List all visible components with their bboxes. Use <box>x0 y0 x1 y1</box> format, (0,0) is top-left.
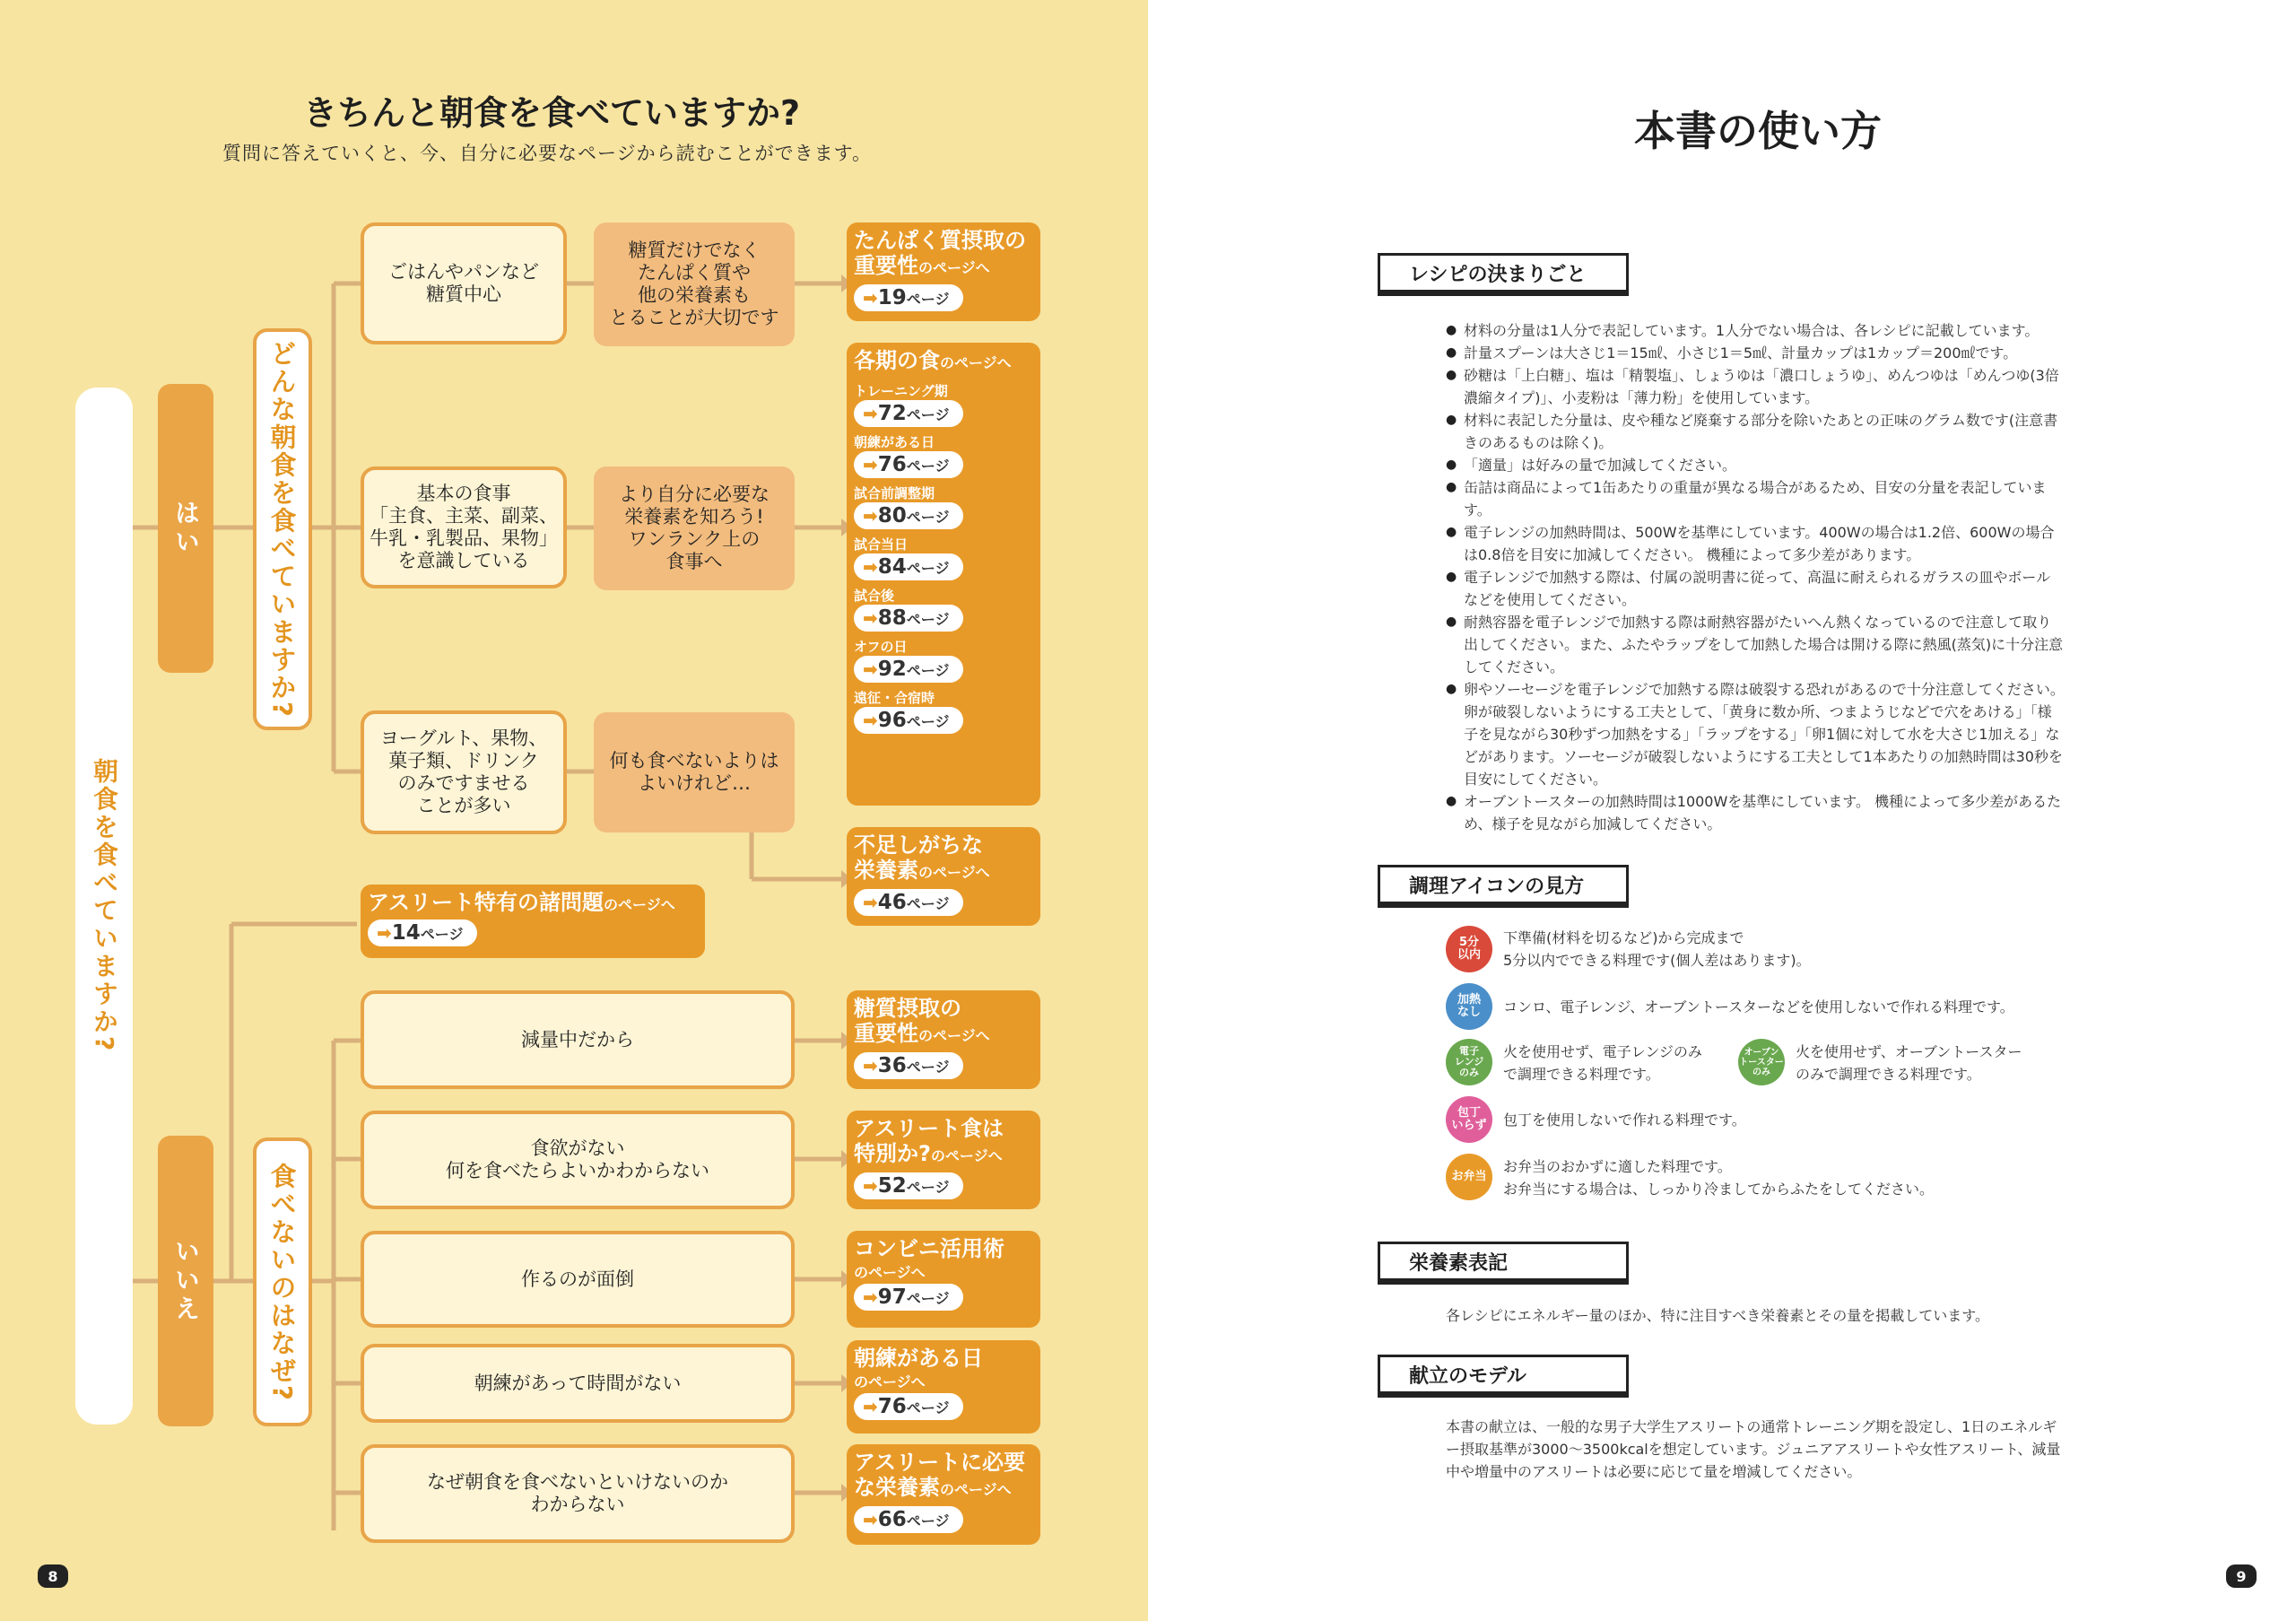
ref-title: コンビニ活用術 <box>854 1236 1004 1261</box>
arrow-right-icon: ➡ <box>863 1396 878 1417</box>
page-number-link: 66 <box>877 1508 907 1531</box>
ref-athlete-meal-special[interactable] <box>847 1111 1040 1209</box>
condition-carb-centered: ごはんやパンなど 糖質中心 <box>361 222 567 344</box>
ref-title: 各期の食 <box>854 348 940 373</box>
no-knife-icon: 包丁 いらず <box>1446 1096 1492 1143</box>
page-number-link: 80 <box>877 504 907 527</box>
page-link[interactable] <box>854 451 963 478</box>
reason-dieting: 減量中だから <box>361 990 795 1089</box>
arrow-right-icon: ➡ <box>863 1509 878 1530</box>
yes-question-label: どんな朝食を食べていますか? <box>266 340 298 719</box>
page-link[interactable] <box>854 1052 963 1079</box>
ref-suffix: のページへ <box>918 259 990 276</box>
page-number: 8 <box>38 1564 68 1588</box>
arrow-right-icon: ➡ <box>863 1286 878 1308</box>
ref-convenience-store[interactable] <box>847 1231 1040 1328</box>
page-suffix: ページ <box>906 560 950 577</box>
stage-label: オフの日 <box>854 639 908 655</box>
page-link[interactable] <box>854 1393 963 1420</box>
stage-label: 遠征・合宿時 <box>854 690 935 706</box>
list-item: ● 缶詰は商品によって1缶あたりの重量が異なる場合があるため、目安の分量を表記しています。 <box>1446 476 2065 521</box>
page-number-link: 92 <box>877 658 907 681</box>
ref-title: 不足しがちな 栄養素 <box>854 832 983 883</box>
arrow-right-icon: ➡ <box>863 710 878 731</box>
icon-description: 火を使用せず、電子レンジのみ で調理できる料理です。 <box>1503 1043 1702 1083</box>
page-link[interactable] <box>854 1172 963 1199</box>
stage-list <box>854 381 1033 734</box>
page-suffix: ページ <box>906 611 950 628</box>
ref-title: アスリート食は 特別か? <box>854 1116 1004 1166</box>
ref-suffix: のページへ <box>604 896 675 913</box>
page-suffix: ページ <box>906 458 950 475</box>
list-item: ● オーブントースターの加熱時間は1000Wを基準にしています。 機種によって多少差があるため、様子を見ながら加減してください。 <box>1446 790 2065 835</box>
page-suffix: ページ <box>906 713 950 730</box>
page-suffix: ページ <box>906 1059 950 1076</box>
page-link[interactable] <box>854 502 963 529</box>
stage-label: 試合前調整期 <box>854 485 935 501</box>
page-number-link: 52 <box>877 1174 907 1198</box>
stage-label: 試合後 <box>854 588 895 604</box>
page-number-link: 14 <box>391 921 421 945</box>
advice-protein: 糖質だけでなく たんぱく質や 他の栄養素も とることが大切です <box>594 222 795 346</box>
arrow-right-icon: ➡ <box>863 556 878 578</box>
arrow-right-icon: ➡ <box>863 1175 878 1197</box>
yes-label: はい <box>171 500 201 557</box>
advice-better-than-nothing: 何も食べないよりは よいけれど… <box>594 712 795 832</box>
ref-suffix: のページへ <box>854 1264 926 1281</box>
no-branch <box>158 1136 213 1426</box>
advice-next-level: より自分に必要な 栄養素を知ろう! ワンランク上の 食事へ <box>594 466 795 590</box>
page-suffix: ページ <box>906 1512 950 1529</box>
ref-suffix: のページへ <box>918 1027 990 1044</box>
five-minutes-icon: 5分 以内 <box>1446 926 1492 972</box>
reason-why-breakfast: なぜ朝食を食べないといけないのか わからない <box>361 1444 795 1543</box>
root-question <box>75 388 133 1425</box>
page-suffix: ページ <box>906 291 950 308</box>
page-number-link: 36 <box>877 1054 907 1077</box>
reason-no-appetite: 食欲がない 何を食べたらよいかわからない <box>361 1111 795 1209</box>
page-suffix: ページ <box>906 509 950 526</box>
ref-title: 朝練がある日 <box>854 1346 983 1371</box>
reason-morning-practice: 朝練があって時間がない <box>361 1344 795 1423</box>
page-link[interactable] <box>854 1284 963 1311</box>
page-number-link: 72 <box>877 402 907 425</box>
page-suffix: ページ <box>906 662 950 679</box>
icon-description: 下準備(材料を切るなど)から完成まで 5分以内でできる料理です(個人差はあります)。 <box>1503 929 1811 969</box>
page-number: 9 <box>2226 1564 2257 1588</box>
arrow-right-icon: ➡ <box>863 505 878 527</box>
arrow-right-icon: ➡ <box>863 403 878 424</box>
page-link[interactable] <box>854 553 963 580</box>
page-suffix: ページ <box>906 1179 950 1196</box>
no-question <box>253 1137 312 1426</box>
page-link[interactable] <box>854 1506 963 1533</box>
page-suffix: ページ <box>906 1399 950 1416</box>
page-number-link: 46 <box>877 891 907 914</box>
page-link[interactable] <box>854 889 963 916</box>
arrow-right-icon: ➡ <box>863 287 878 309</box>
page-number-link: 97 <box>877 1285 907 1309</box>
page-link[interactable] <box>854 284 963 311</box>
section-heading-icons: 調理アイコンの見方 <box>1378 865 1629 904</box>
page-number-link: 96 <box>877 709 907 732</box>
no-label: いいえ <box>171 1238 201 1324</box>
icon-description: 火を使用せず、オーブントースター のみで調理できる料理です。 <box>1796 1043 2022 1083</box>
stage-label: トレーニング期 <box>854 383 948 399</box>
toaster-only-icon: オーブン トースター のみ <box>1738 1039 1785 1085</box>
section-heading-menu-model: 献立のモデル <box>1378 1355 1629 1394</box>
page-suffix: ページ <box>906 895 950 912</box>
section-heading-rules: レシピの決まりごと <box>1378 253 1629 292</box>
bento-icon: お弁当 <box>1446 1154 1492 1200</box>
reason-too-troublesome: 作るのが面倒 <box>361 1231 795 1328</box>
page-title: きちんと朝食を食べていますか? <box>302 93 801 133</box>
ref-morning-practice-day[interactable] <box>847 1340 1040 1434</box>
page-number-link: 76 <box>877 1395 907 1418</box>
ref-athlete-issues[interactable] <box>361 885 705 958</box>
root-question-label: 朝食を食べていますか? <box>90 758 119 1054</box>
ref-suffix: のページへ <box>940 354 1012 371</box>
ref-title: 糖質摂取の 重要性 <box>854 996 961 1046</box>
condition-balanced-meal: 基本の食事 「主食、主菜、副菜、 牛乳・乳製品、果物」 を意識している <box>361 466 567 588</box>
page-link[interactable] <box>854 605 963 632</box>
yes-branch <box>158 384 213 673</box>
list-item: ● 材料に表記した分量は、皮や種など廃棄する部分を除いたあとの正味のグラム数です(注意書きのあるものは除く)。 <box>1446 409 2065 454</box>
page-number-link: 19 <box>877 286 907 309</box>
ref-athlete-nutrients[interactable] <box>847 1444 1040 1545</box>
icon-description: 包丁を使用しないで作れる料理です。 <box>1503 1111 1746 1129</box>
list-item: ● 耐熱容器を電子レンジで加熱する際は耐熱容器がたいへん熱くなっているので注意して取り出してください。また、ふたやラップをして加熱した場合は開ける際に熱風(蒸気)に十分注意してください。 <box>1446 611 2065 678</box>
icon-description: お弁当のおかずに適した料理です。 お弁当にする場合は、しっかり冷ましてからふたをしてください。 <box>1503 1158 1935 1198</box>
menu-model-description: 本書の献立は、一般的な男子大学生アスリートの通常トレーニング期を設定し、1日のエネルギー摂取基準が3000〜3500kcalを想定しています。ジュニアアスリートや女性アスリート、減量中や増量中のアスリートは必要に応じて量を増減してください。 <box>1446 1418 2061 1480</box>
right-page-title: 本書の使い方 <box>1634 107 1882 155</box>
list-item: ● 卵やソーセージを電子レンジで加熱する際は破裂する恐れがあるので十分注意してください。 卵が破裂しないようにする工夫として、「黄身に数か所、つまようじなどで穴をあける」「様子を見ながら30秒ずつ加熱をする」「ラップをする」「卵1個に対して水を大さじ1加える」などがあります。ソーセージが破裂しないようにする工夫として1本あたりの加熱時間は30秒を目安にしてください。 <box>1446 678 2065 790</box>
icon-description: コンロ、電子レンジ、オーブントースターなどを使用しないで作れる料理です。 <box>1503 998 2014 1015</box>
section-heading-nutrition: 栄養素表記 <box>1378 1242 1629 1281</box>
recipe-rules-list <box>1446 319 2065 835</box>
ref-title: たんぱく質摂取の 重要性 <box>854 228 1026 278</box>
list-item: ● 材料の分量は1人分で表記しています。1人分でない場合は、各レシピに記載しています。 <box>1446 319 2065 342</box>
list-item: ● 計量スプーンは大さじ1＝15㎖、小さじ1＝5㎖、計量カップは1カップ＝200㎖です。 <box>1446 342 2065 364</box>
list-item: ● 電子レンジで加熱する際は、付属の説明書に従って、高温に耐えられるガラスの皿やボールなどを使用してください。 <box>1446 566 2065 611</box>
ref-title: アスリート特有の諸問題 <box>368 890 604 915</box>
arrow-right-icon: ➡ <box>863 892 878 913</box>
ref-suffix: のページへ <box>918 864 990 881</box>
page-link[interactable] <box>854 400 963 427</box>
page-number-link: 84 <box>877 555 907 579</box>
no-heat-icon: 加熱 なし <box>1446 983 1492 1030</box>
ref-period-meals <box>847 343 1040 806</box>
list-item: ● 砂糖は「上白糖」、塩は「精製塩」、しょうゆは「濃口しょうゆ」、めんつゆは「めんつゆ(3倍濃縮タイプ)」、小麦粉は「薄力粉」を使用しています。 <box>1446 364 2065 409</box>
page-number-link: 76 <box>877 453 907 476</box>
nutrition-description: 各レシピにエネルギー量のほか、特に注目すべき栄養素とその量を掲載しています。 <box>1446 1307 1990 1324</box>
ref-carb-intake[interactable] <box>847 990 1040 1089</box>
arrow-right-icon: ➡ <box>863 1055 878 1076</box>
list-item: ● 「適量」は好みの量で加減してください。 <box>1446 454 2065 476</box>
page-suffix: ページ <box>906 406 950 423</box>
page-subtitle: 質問に答えていくと、今、自分に必要なページから読むことができます。 <box>222 143 872 164</box>
arrow-right-icon: ➡ <box>863 454 878 475</box>
list-item: ● 電子レンジの加熱時間は、500Wを基準にしています。400Wの場合は1.2倍、600Wの場合は0.8倍を目安に加減してください。 機種によって多少差があります。 <box>1446 521 2065 566</box>
page-suffix: ページ <box>420 926 464 943</box>
page-suffix: ページ <box>906 1290 950 1307</box>
ref-deficient-nutrients[interactable] <box>847 827 1040 926</box>
arrow-right-icon: ➡ <box>863 658 878 680</box>
ref-suffix: のページへ <box>854 1373 926 1390</box>
arrow-right-icon: ➡ <box>863 607 878 629</box>
stage-label: 朝練がある日 <box>854 434 935 450</box>
arrow-right-icon: ➡ <box>377 922 392 944</box>
ref-protein[interactable] <box>847 222 1040 321</box>
ref-suffix: のページへ <box>930 1147 1003 1164</box>
page-link[interactable] <box>854 656 963 683</box>
yes-question <box>253 328 312 730</box>
condition-snacks-only: ヨーグルト、果物、 菓子類、ドリンク のみですませる ことが多い <box>361 710 567 834</box>
microwave-only-icon: 電子 レンジ のみ <box>1446 1039 1492 1085</box>
page-link[interactable] <box>854 707 963 734</box>
page-number-link: 88 <box>877 606 907 630</box>
no-question-label: 食べないのはなぜ? <box>266 1162 298 1402</box>
stage-label: 試合当日 <box>854 536 909 553</box>
page-link[interactable] <box>368 919 477 946</box>
ref-title: アスリートに必要 な栄養素 <box>854 1450 1026 1500</box>
ref-suffix: のページへ <box>940 1481 1012 1498</box>
